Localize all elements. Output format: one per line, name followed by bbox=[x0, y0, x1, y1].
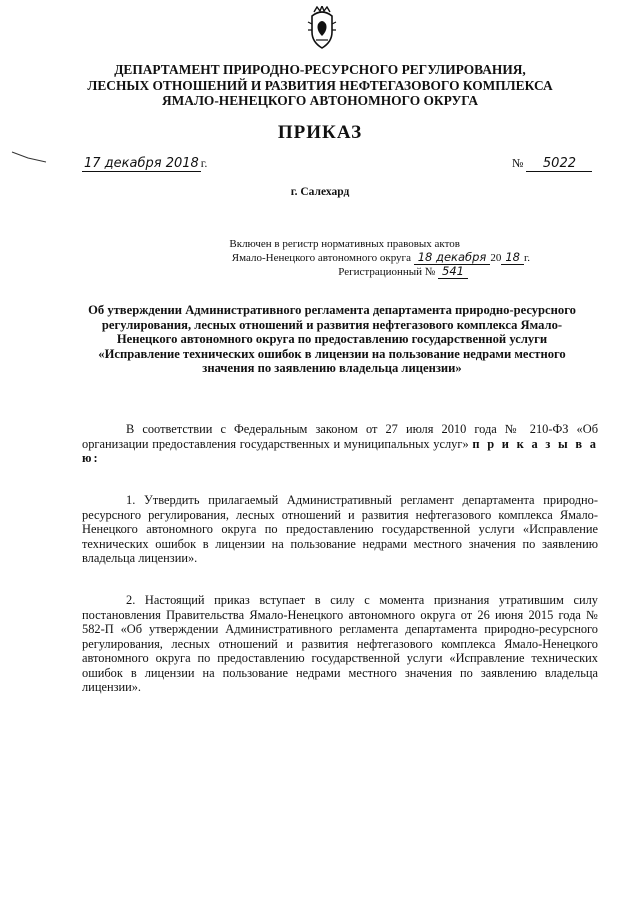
coat-of-arms-icon bbox=[304, 6, 340, 50]
registry-year-suffix: г. bbox=[523, 252, 530, 264]
handwritten-number: 5022 bbox=[526, 156, 592, 172]
order-subject: Об утверждении Административного регламента департамента природно-ресурсного регулирования, лесных отношений и развития нефтегазового комплекса Ямало-Ненецкого автономного округа по предоставлению государственной услуги «Исправление технических ошибок в лицензии на пользование недрами местного значения по заявлению владельца лицензии» bbox=[88, 303, 576, 376]
registry-number-label: Регистрационный № bbox=[338, 266, 436, 278]
registry-year-prefix: 20 bbox=[490, 252, 502, 264]
date-year-suffix: г. bbox=[200, 156, 208, 170]
header-line-1: ДЕПАРТАМЕНТ ПРИРОДНО-РЕСУРСНОГО РЕГУЛИРОВАНИЯ, bbox=[114, 62, 526, 77]
preamble bbox=[82, 422, 598, 466]
registry-line-2 bbox=[170, 251, 530, 265]
registry-handwritten-date: 18 декабря bbox=[414, 251, 491, 265]
order-date bbox=[82, 156, 207, 172]
document-title: ПРИКАЗ bbox=[277, 122, 363, 143]
registry-stamp bbox=[170, 238, 530, 279]
order-item-1: 1. Утвердить прилагаемый Административный регламент департамента природно-ресурсного регулирования, лесных отношений и развития нефтегазового комплекса Ямало-Ненецкого автономного округа по предоставлению государственной услуги «Исправление технических ошибок в лицензии на пользование недрами местного значения по заявлению владельца лицензии». bbox=[82, 493, 598, 565]
department-header bbox=[60, 62, 580, 109]
registry-line-3 bbox=[170, 265, 530, 279]
registry-handwritten-year: 18 bbox=[501, 251, 524, 265]
handwritten-date: 17 декабря 2018 bbox=[84, 156, 199, 171]
registry-handwritten-number: 541 bbox=[438, 265, 468, 279]
number-label: № bbox=[512, 156, 524, 170]
order-word: п р и к а з ы в а ю: bbox=[82, 436, 598, 465]
city-label: г. Салехард bbox=[290, 186, 350, 198]
pen-mark-icon bbox=[10, 150, 50, 164]
order-number bbox=[512, 156, 592, 172]
registry-line-1: Включен в регистр нормативных правовых актов bbox=[229, 238, 460, 250]
header-line-3: ЯМАЛО-НЕНЕЦКОГО АВТОНОМНОГО ОКРУГА bbox=[161, 93, 479, 108]
preamble-text: В соответствии с Федеральным законом от 27 июля 2010 года № 210-ФЗ «Об организации предоставления государственных и муниципальных услуг» bbox=[82, 422, 598, 451]
header-line-2: ЛЕСНЫХ ОТНОШЕНИЙ И РАЗВИТИЯ НЕФТЕГАЗОВОГО КОМПЛЕКСА bbox=[87, 77, 553, 93]
registry-line-2-prefix: Ямало-Ненецкого автономного округа bbox=[231, 252, 411, 264]
order-item-2: 2. Настоящий приказ вступает в силу с момента признания утратившим силу постановления Правительства Ямало-Ненецкого автономного округа от 26 июня 2015 года № 582-П «Об утверждении Административного регламента департамента природно-ресурсного регулирования, лесных отношений и развития нефтегазового комплекса Ямало-Ненецкого автономного округа по предоставлению государственной услуги «Исправление технических ошибок в лицензии на пользование недрами местного значения по заявлению владельца лицензии». bbox=[82, 593, 598, 694]
